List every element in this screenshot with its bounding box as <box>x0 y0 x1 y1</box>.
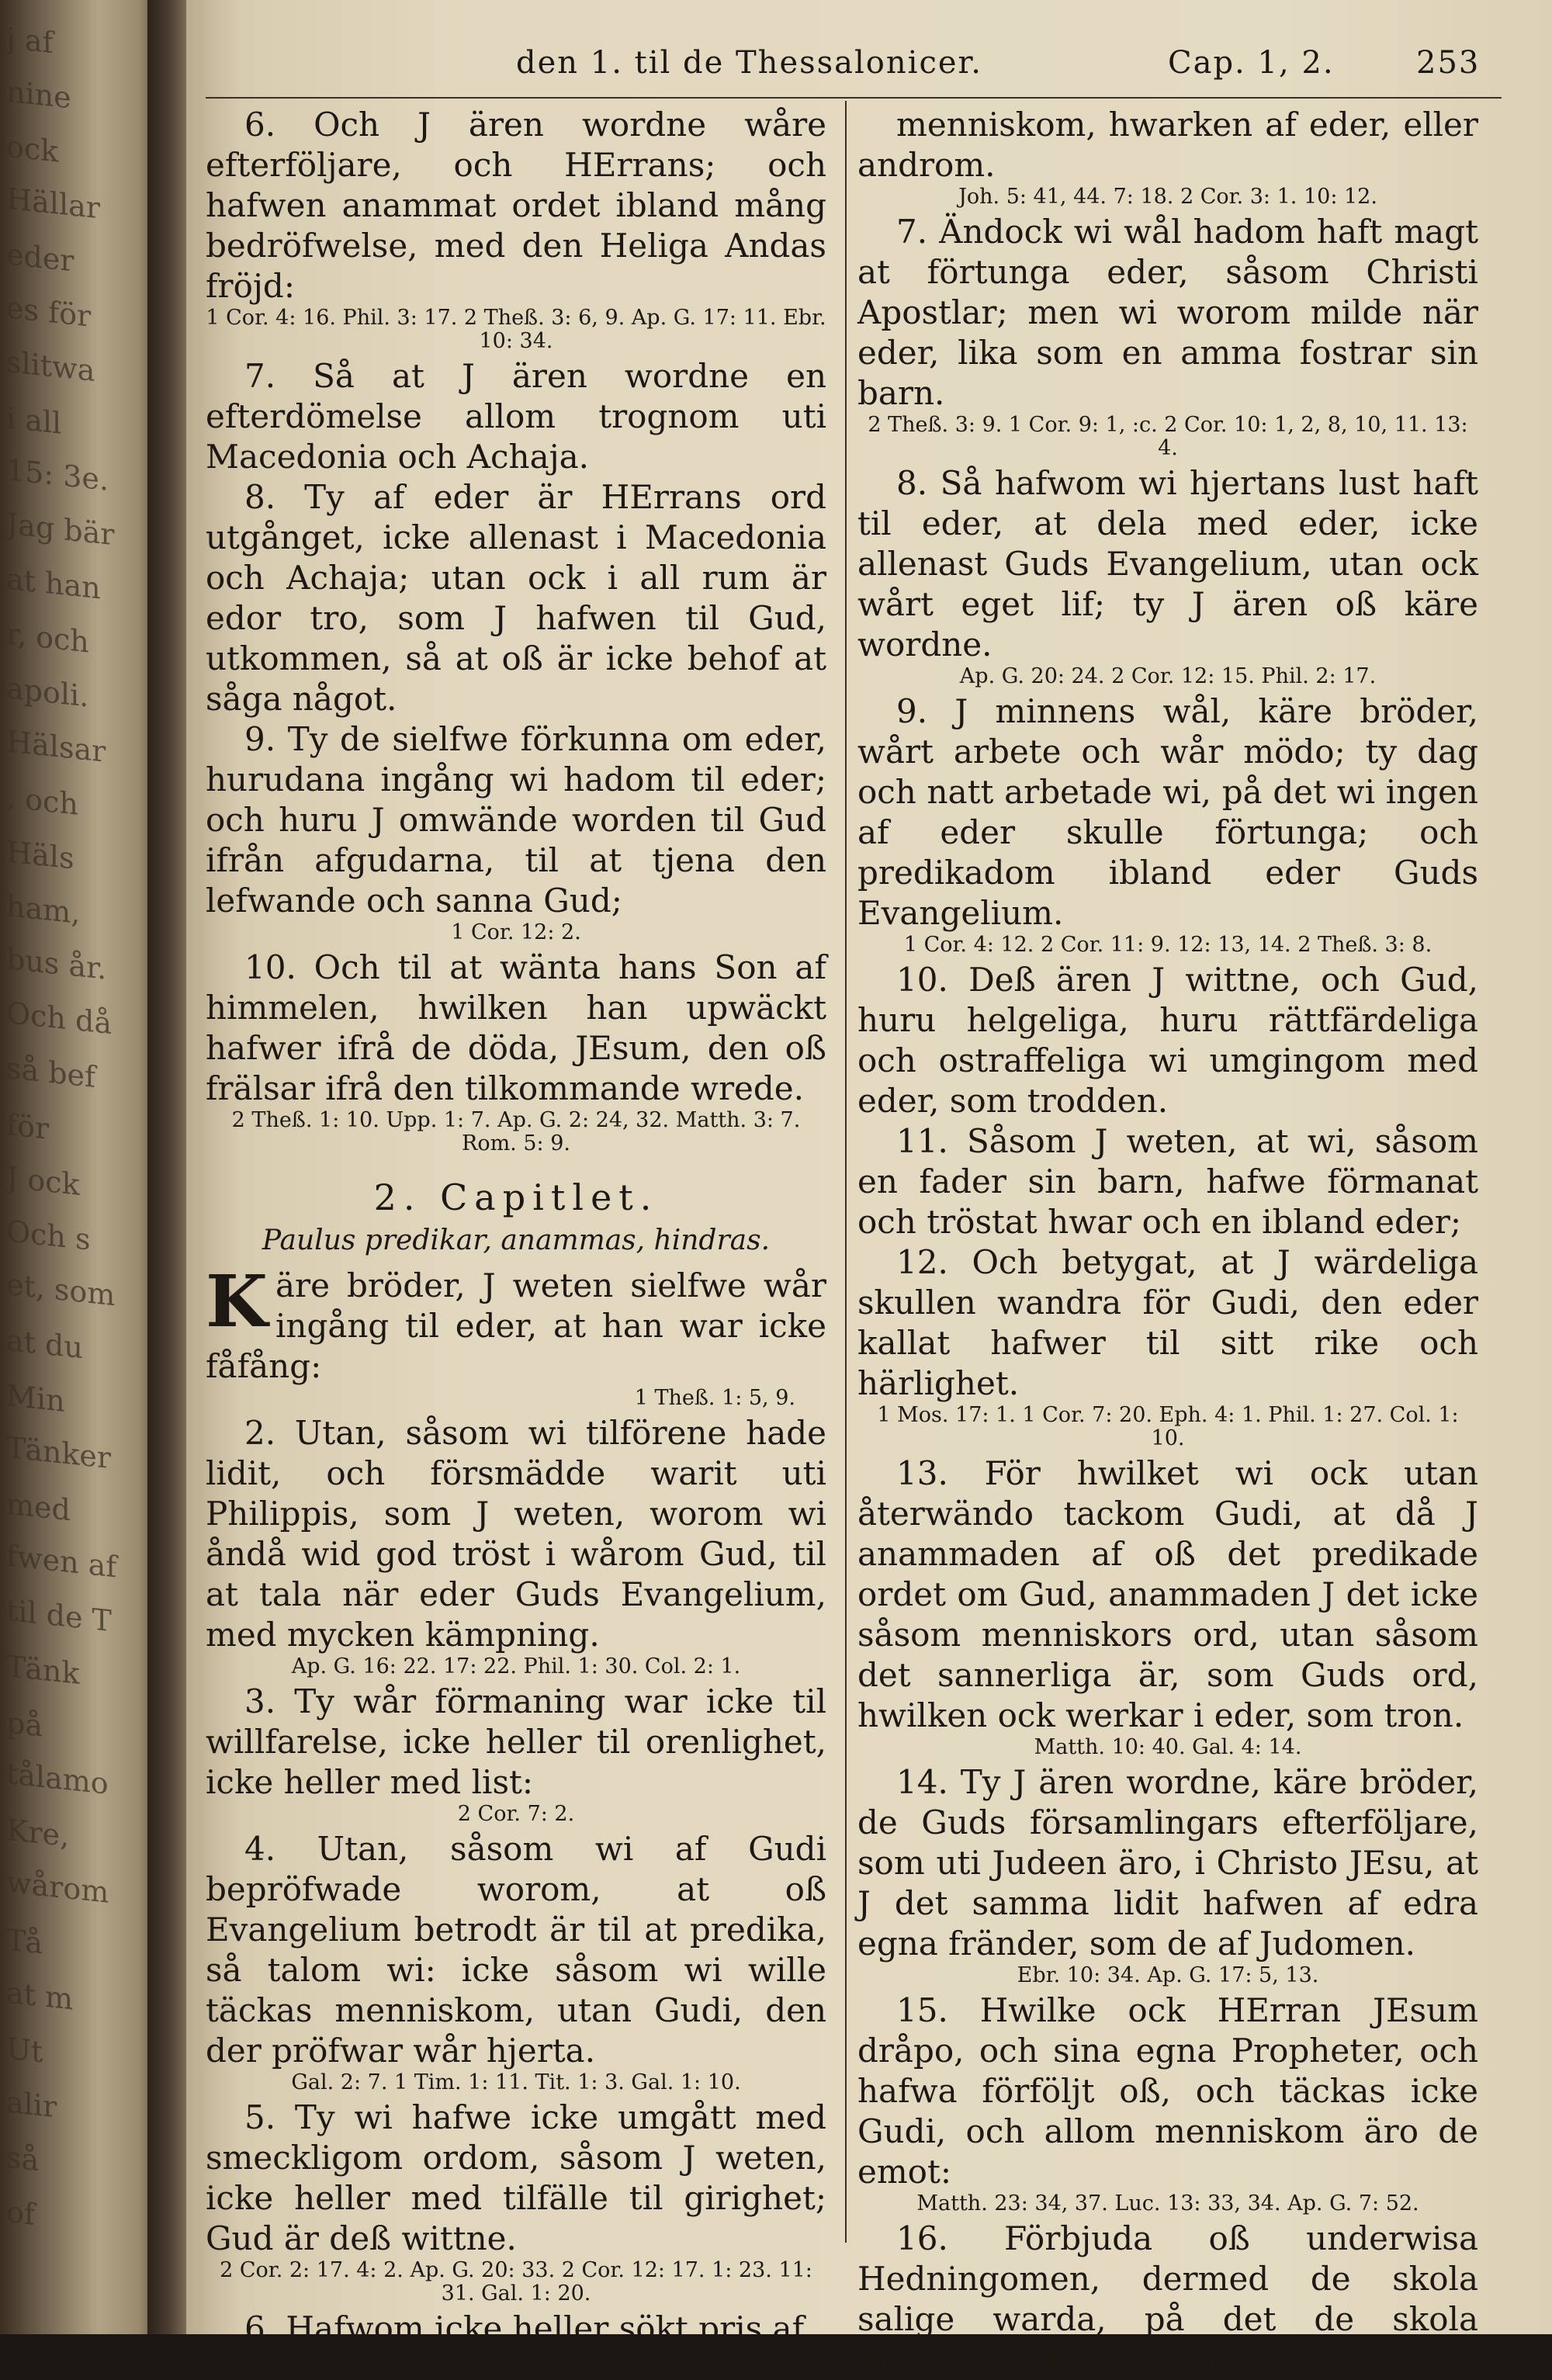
verse: 7. Ändock wi wål hadom haft magt at förtunga eder, såsom Christi Apostlar; men wi worom milde när eder, lika som en amma fostrar sin barn. <box>857 213 1478 412</box>
verse-references: Joh. 5: 41, 44. 7: 18. 2 Cor. 3: 1. 10: 12. <box>958 185 1377 209</box>
verse: 4. Utan, såsom wi af Gudi bepröfwade worom, at oß Evangelium betrodt är til at predika, så talom wi: icke såsom wi wille täckas menniskom, utan Gudi, den der pröfwar wår hjerta. <box>206 1830 826 2070</box>
previous-page-fragment: at m <box>6 1975 74 2017</box>
verse-references: 1 Cor. 4: 12. 2 Cor. 11: 9. 12: 13, 14. 2 Theß. 3: 8. <box>903 933 1432 957</box>
previous-page-fragment: ham, <box>6 888 81 931</box>
previous-page-fragment: et, som <box>6 1266 116 1313</box>
first-verse-text: äre bröder, J weten sielfwe wår ingång til eder, at han war icke fåfång: <box>206 1266 826 1385</box>
verse-references: Matth. 23: 34, 37. Luc. 13: 33, 34. Ap. G. 7: 52. <box>916 2191 1419 2215</box>
previous-page-fragment: bus år. <box>6 941 107 986</box>
verse-references: Ap. G. 20: 24. 2 Cor. 12: 15. Phil. 2: 17. <box>959 664 1377 688</box>
previous-page-fragment: Tänk <box>6 1649 80 1691</box>
previous-page-fragment: för <box>6 1107 50 1146</box>
verse-references: 2 Cor. 2: 17. 4: 2. Ap. G. 20: 33. 2 Cor. 12: 17. 1: 23. 11: 31. Gal. 1: 20. <box>220 2258 812 2306</box>
previous-page-fragment: Jag bär <box>6 506 115 553</box>
previous-page-fragment: ock <box>6 129 59 169</box>
left-column <box>206 105 826 2349</box>
verse: 9. Ty de sielfwe förkunna om eder, hurudana ingång wi hadom til eder; och huru J omwände worden til Gud ifrån afgudarna, til at tjena den lefwande och sanna Gud; <box>206 720 826 920</box>
right-column <box>857 105 1478 2380</box>
previous-page-fragment: slitwa <box>6 344 95 389</box>
verse: 7. Så at J ären wordne en efterdömelse allom trognom uti Macedonia och Achaja. <box>206 357 826 476</box>
verse-references: 2 Theß. 1: 10. Upp. 1: 7. Ap. G. 2: 24, 32. Matth. 3: 7. Rom. 5: 9. <box>231 1108 801 1155</box>
previous-page-fragment: Och då <box>6 995 112 1041</box>
previous-page-fragment: til de T <box>6 1592 112 1639</box>
previous-page-fragment: eder <box>6 237 74 279</box>
previous-page-fragment: Och s <box>6 1214 91 1257</box>
verse: 10. Och til at wänta hans Son af himmelen, hwilken han upwäckt hafwer ifrå de döda, JEsum, den oß frälsar ifrå den tilkommande wrede. <box>206 948 826 1107</box>
verse: 14. Ty J ären wordne, käre bröder, de Guds församlingars efterföljare, som uti Judeen äro, i Christo JEsu, at J det samma lidit hafwen af edra egna fränder, som de af Judomen. <box>857 1763 1478 1963</box>
previous-page-fragment: nine <box>6 74 71 116</box>
verse: 13. För hwilket wi ock utan återwändo tackom Gudi, at då J anammaden af oß det predikade ordet om Gud, anammaden J det icke såsom menniskors ord, utan såsom det sannerliga är, som Guds ord, hwilken ock werkar i eder, som tron. <box>857 1454 1478 1734</box>
verse: 8. Ty af eder är HErrans ord utgånget, icke allenast i Macedonia och Achaja; utan ock i all rum är edor tro, som J hafwen til Gud, utkommen, så at oß är icke behof at såga något. <box>206 478 826 718</box>
previous-page-fragment: fwen af <box>6 1538 117 1585</box>
previous-page-fragment: of <box>6 2195 35 2232</box>
book-page <box>186 0 1552 2378</box>
previous-page-fragment: Hällar <box>6 181 100 226</box>
running-head-title: den 1. til de Thessalonicer. <box>516 45 982 81</box>
verse: 2. Utan, såsom wi tilförene hade lidit, och försmädde warit uti Philippis, som J weten, worom wi åndå wid god tröst i wårom Gud, til at tala när eder Guds Evangelium, med mycken kämpning. <box>206 1414 826 1654</box>
verse: 11. Såsom J weten, at wi, såsom en fader sin barn, hafwe förmanat och tröstat hwar och en ibland eder; <box>857 1122 1478 1241</box>
chapter-first-verse <box>206 1259 826 1387</box>
verse-references: 1 Mos. 17: 1. 1 Cor. 7: 20. Eph. 4: 1. Phil. 1: 27. Col. 1: 10. <box>877 1403 1459 1450</box>
previous-page-fragment: Min <box>6 1378 65 1419</box>
header-rule <box>206 97 1502 99</box>
previous-page-fragment: med <box>6 1486 71 1528</box>
running-head <box>186 45 1552 92</box>
previous-page-fragment: 15: 3e. <box>6 452 109 497</box>
chapter-summary: Paulus predikar, anammas, hindras. <box>262 1225 771 1256</box>
previous-page-fragment: j af <box>6 20 54 61</box>
chapter-heading: 2. Capitlet. <box>373 1176 659 1218</box>
verse: 8. Så hafwom wi hjertans lust haft til eder, at dela med eder, icke allenast Guds Evangelium, utan ock wårt eget lif; ty J ären oß käre wordne. <box>857 464 1478 663</box>
verse: 3. Ty wår förmaning war icke til willfarelse, icke heller til orenlighet, icke heller med list: <box>206 1682 826 1801</box>
first-verse-refs: 1 Theß. 1: 5, 9. <box>634 1386 795 1410</box>
previous-page-fragment: Tänker <box>6 1429 112 1476</box>
verse: 5. Ty wi hafwe icke umgått med smeckligom ordom, såsom J weten, icke heller med tilfälle til girighet; Gud är deß wittne. <box>206 2098 826 2257</box>
verse-references: Ap. G. 16: 22. 17: 22. Phil. 1: 30. Col. 2: 1. <box>291 1654 741 1678</box>
verse: 6. Och J ären wordne wåre efterföljare, och HErrans; och hafwen anammat ordet ibland mång bedröfwelse, med den Heliga Andas fröjd: <box>206 106 826 305</box>
running-head-chapter: Cap. 1, 2. <box>1168 45 1335 81</box>
previous-page-fragment: at han <box>6 561 101 606</box>
verse-references: Ebr. 10: 34. Ap. G. 17: 5, 13. <box>1017 1963 1319 1987</box>
previous-page-fragment: alir <box>6 2084 57 2125</box>
previous-page-fragment: tålamo <box>6 1756 109 1801</box>
previous-page-fragment: apoli. <box>6 670 89 714</box>
verse: 12. Och betygat, at J wärdeliga skullen wandra för Gudi, den eder kallat hafwer til sitt rike och härlighet. <box>857 1243 1478 1402</box>
verse: 9. J minnens wål, käre bröder, wårt arbete och wår mödo; ty dag och natt arbetade wi, på det wi ingen af eder skulle förtunga; och predikadom ibland eder Guds Evangelium. <box>857 692 1478 932</box>
previous-page-edge <box>0 0 163 2334</box>
verse: menniskom, hwarken af eder, eller androm. <box>857 106 1478 184</box>
page-number: 253 <box>1416 45 1481 81</box>
verse-references: Matth. 10: 40. Gal. 4: 14. <box>1034 1735 1302 1759</box>
verse-references: 2 Theß. 3: 9. 1 Cor. 9: 1, :c. 2 Cor. 10: 1, 2, 8, 10, 11. 13: 4. <box>868 413 1468 460</box>
previous-page-fragment: es för <box>6 290 92 334</box>
verse: 10. Deß ären J wittne, och Gud, huru helgeliga, huru rättfärdeliga och ostraffeliga wi umgingom med eder, som trodden. <box>857 961 1478 1120</box>
verse-references: 1 Cor. 12: 2. <box>451 920 581 944</box>
previous-page-fragment: i all <box>6 400 62 441</box>
drop-cap: K <box>206 1259 268 1343</box>
column-divider <box>845 101 847 2243</box>
verse-references: 1 Cor. 4: 16. Phil. 3: 17. 2 Theß. 3: 6, 9. Ap. G. 17: 11. Ebr. 10: 34. <box>206 306 826 353</box>
previous-page-fragment: Hälsar <box>6 724 106 769</box>
previous-page-fragment: Tå <box>6 1922 43 1961</box>
previous-page-fragment: at du <box>6 1322 83 1366</box>
previous-page-fragment: Häls <box>6 834 74 876</box>
previous-page-fragment: så bef <box>6 1050 96 1095</box>
previous-page-fragment: Kre, <box>6 1812 70 1854</box>
verse: 15. Hwilke ock HErran JEsum dråpo, och sina egna Propheter, och hafwa förföljt oß, och täckas icke Gudi, och allom menniskom äro de emot: <box>857 1991 1478 2191</box>
previous-page-fragment: Ut <box>6 2031 43 2070</box>
previous-page-fragment: på <box>6 1705 43 1744</box>
previous-page-fragment: så <box>6 2139 40 2178</box>
previous-page-fragment: J ock <box>6 1160 80 1202</box>
previous-page-fragment: r, och <box>6 616 89 660</box>
previous-page-fragment: , och <box>6 780 78 822</box>
verse-references: 2 Cor. 7: 2. <box>457 1802 575 1826</box>
verse: 16. Förbjuda oß underwisa Hedningomen, dermed de skola salige warda, på det de skola fullkomna sina synder <box>857 2219 1478 2378</box>
previous-page-fragment: wårom <box>6 1865 109 1910</box>
verse: 6. Hafwom icke heller sökt pris af <box>244 2309 805 2347</box>
verse-references: Gal. 2: 7. 1 Tim. 1: 11. Tit. 1: 3. Gal. 1: 10. <box>291 2070 741 2094</box>
